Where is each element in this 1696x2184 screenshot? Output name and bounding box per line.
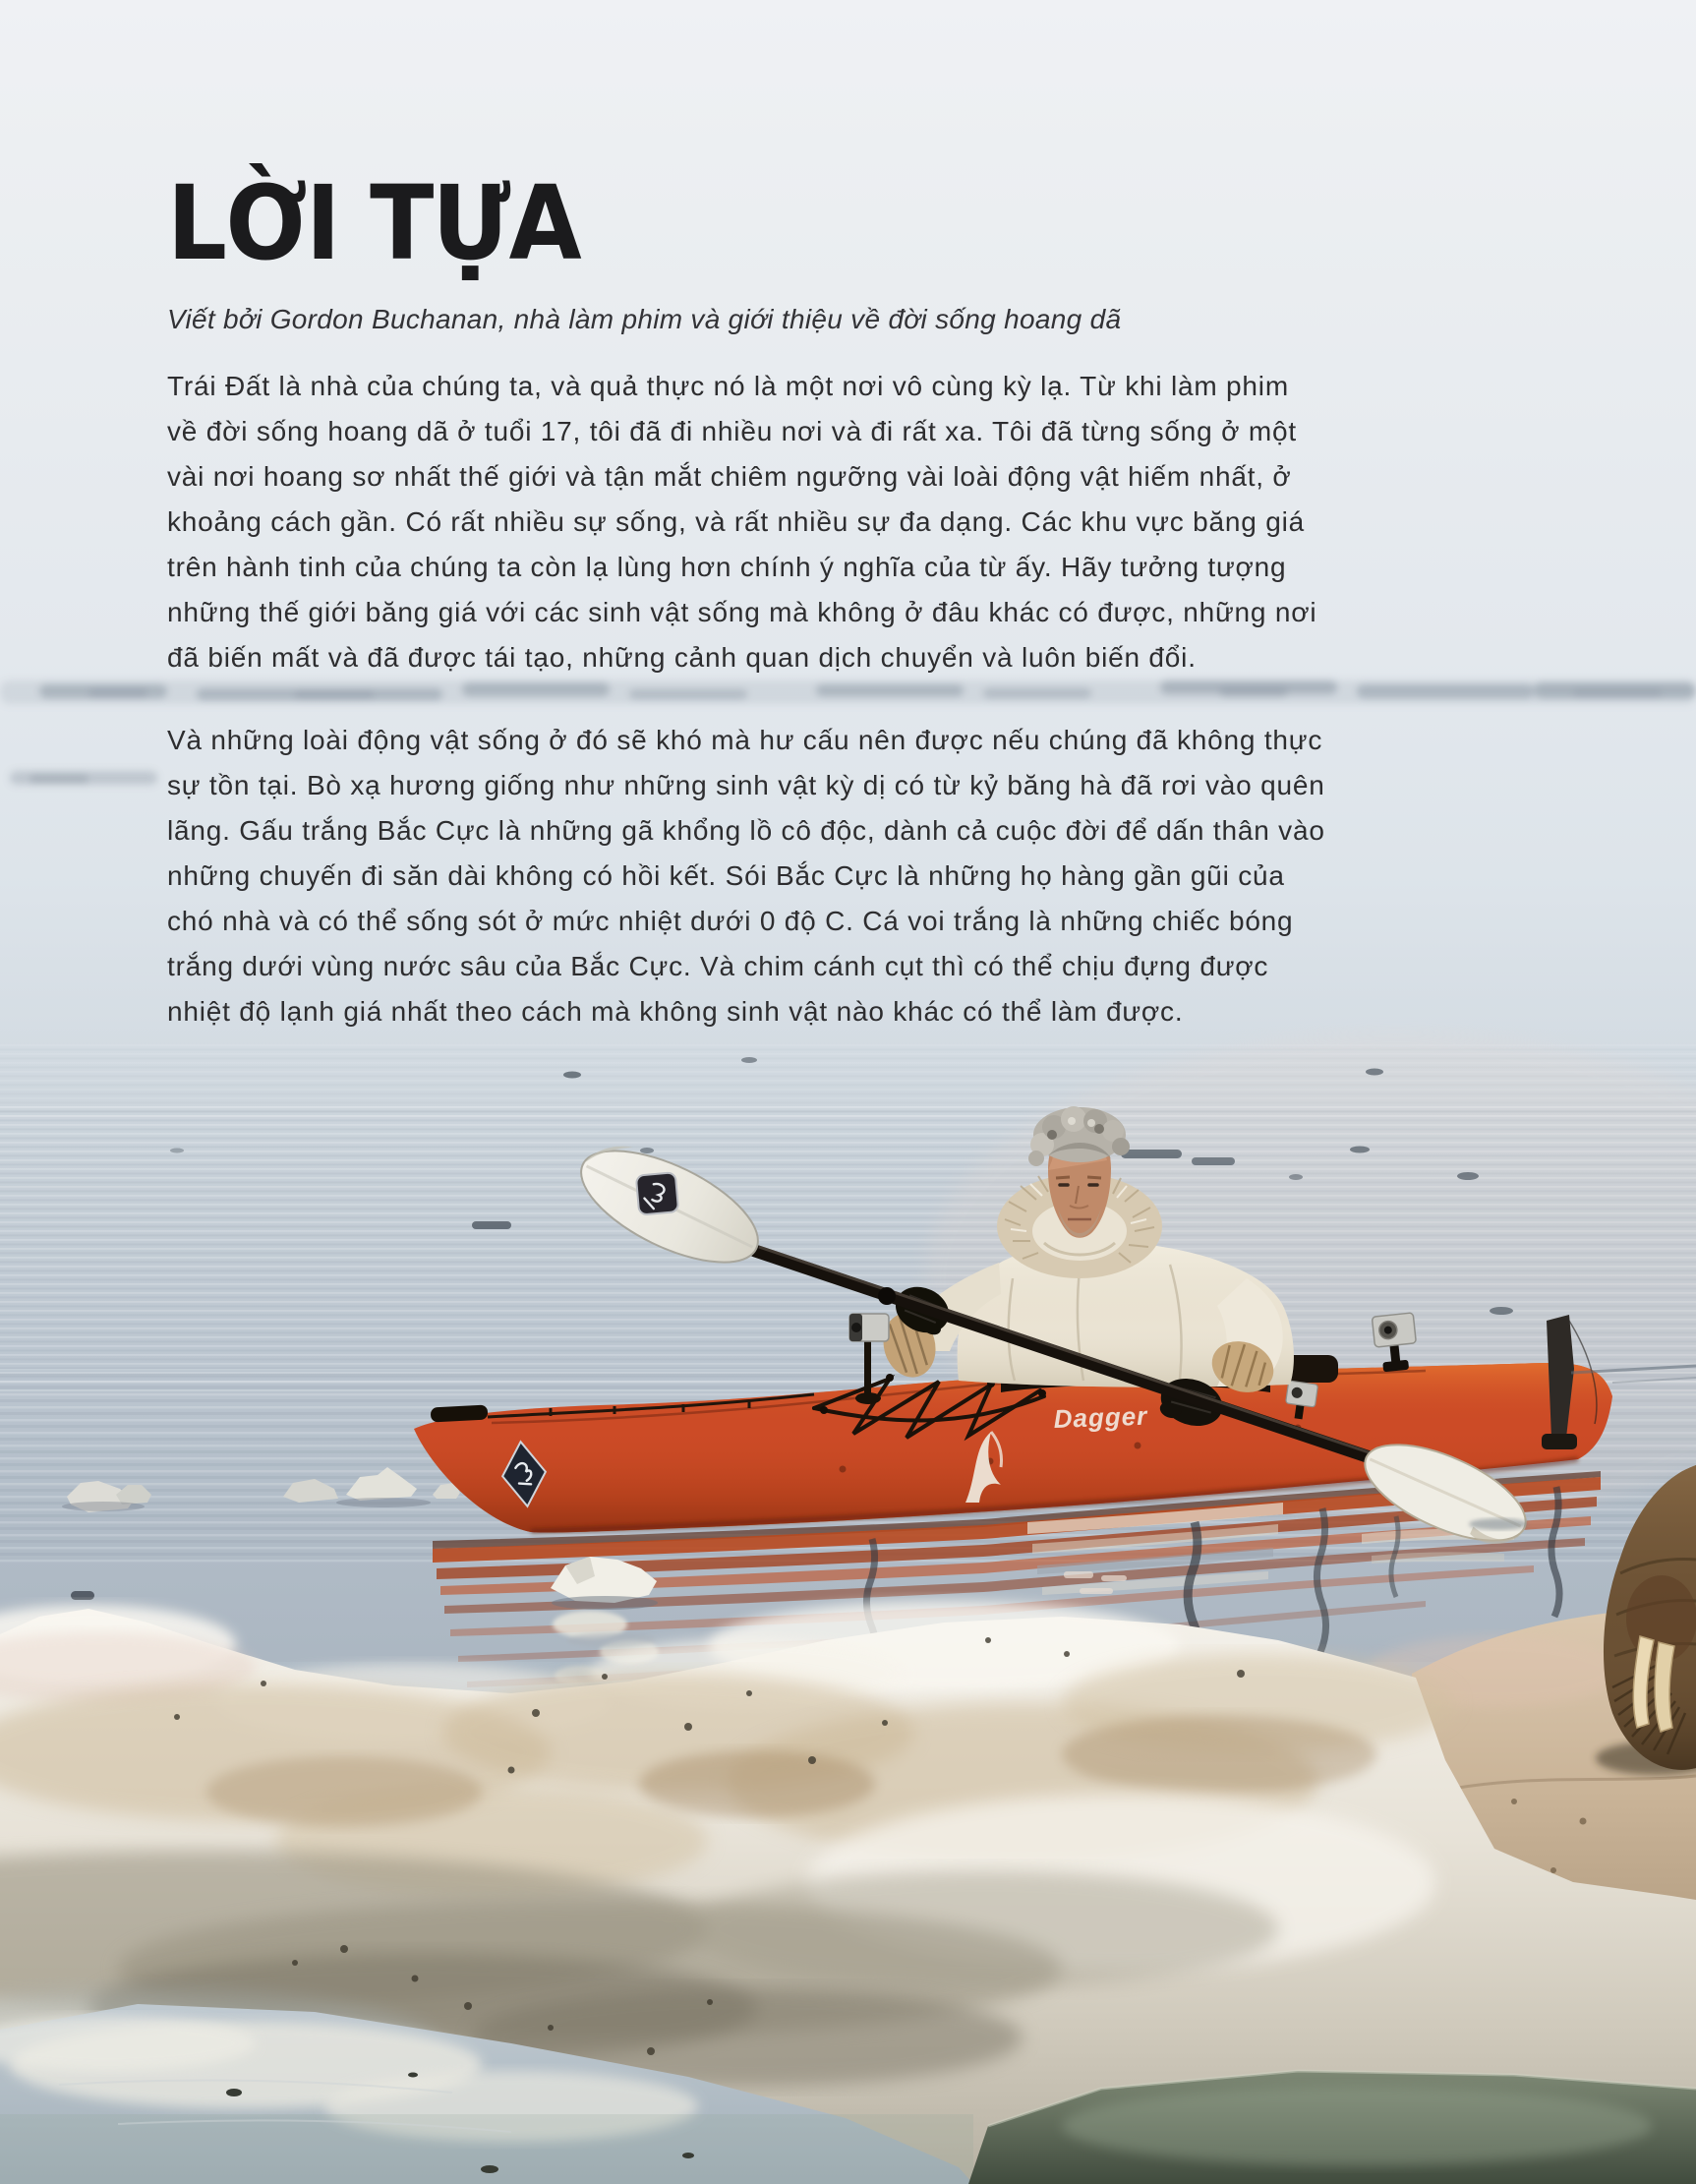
paragraph-line: khoảng cách gần. Có rất nhiều sự sống, và rất nhiều sự đa dạng. Các khu vực băng giá [167,506,1305,537]
paragraph-line: Trái Đất là nhà của chúng ta, và quả thực nó là một nơi vô cùng kỳ lạ. Từ khi làm phim [167,371,1289,401]
paragraph-line: những thế giới băng giá với các sinh vật sống mà không ở đâu khác có được, những nơi [167,597,1317,627]
sea-water [0,1023,1696,1662]
paragraph-line: nhiệt độ lạnh giá nhất theo cách mà không sinh vật nào khác có thể làm được. [167,996,1184,1027]
paragraph-line: lãng. Gấu trắng Bắc Cực là những gã khổng lồ cô độc, dành cả cuộc đời để dấn thân vào [167,815,1325,846]
paragraph-line: vài nơi hoang sơ nhất thế giới và tận mắt chiêm ngưỡng vài loài động vật hiếm nhất, ở [167,461,1292,492]
paragraph-line: trắng dưới vùng nước sâu của Bắc Cực. Và chim cánh cụt thì có thể chịu đựng được [167,951,1269,981]
paragraph-line: sự tồn tại. Bò xạ hương giống như những sinh vật kỳ dị có từ kỷ băng hà đã rơi vào quên [167,770,1325,800]
paragraph-2 [167,718,1325,1034]
paragraph-line: trên hành tinh của chúng ta còn lạ lùng hơn chính ý nghĩa của từ ấy. Hãy tưởng tượng [167,552,1287,582]
shaft-ferrule [878,1287,896,1305]
byline: Viết bởi Gordon Buchanan, nhà làm phim và giới thiệu về đời sống hoang dã [167,304,1122,334]
page-title: LỜI TỰA [167,163,580,283]
paragraph-line: Và những loài động vật sống ở đó sẽ khó mà hư cấu nên được nếu chúng đã không thực [167,725,1323,755]
paragraph-line: những chuyến đi săn dài không có hồi kết. Sói Bắc Cực là những họ hàng gần gũi của [167,860,1285,891]
paragraph-line: chó nhà và có thể sống sót ở mức nhiệt dưới 0 độ C. Cá voi trắng là những chiếc bóng [167,906,1294,936]
paragraph-line: về đời sống hoang dã ở tuổi 17, tôi đã đi nhiều nơi và đi rất xa. Tôi đã từng sống ở một [167,416,1297,446]
kayak-brand-text: Dagger [1053,1400,1148,1434]
paragraph-line: đã biến mất và đã được tái tạo, những cảnh quan dịch chuyển và luôn biến đổi. [167,642,1197,673]
bow-handle [431,1404,489,1422]
paragraph-1 [167,364,1316,680]
